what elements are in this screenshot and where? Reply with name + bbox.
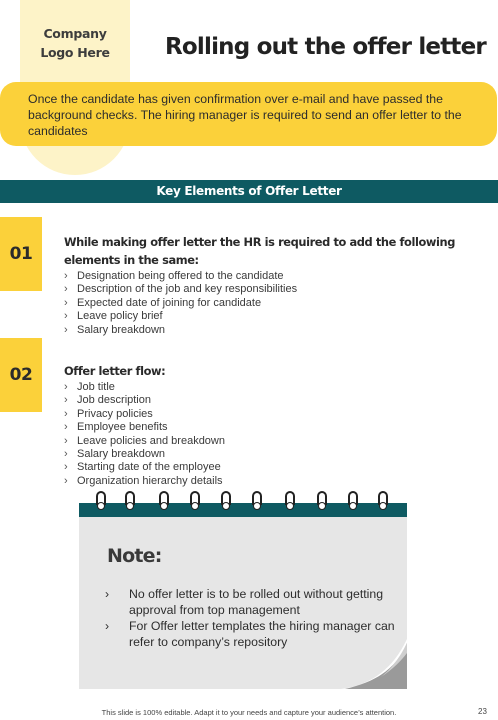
list-item: › Designation being offered to the candidate: [64, 270, 284, 282]
list-item: › Job description: [64, 394, 151, 407]
chevron-right-icon: ›: [105, 587, 110, 601]
list-item: › Job title: [64, 381, 115, 393]
list-item: › Employee benefits: [64, 421, 168, 434]
chevron-right-icon: ›: [64, 296, 68, 309]
chevron-right-icon: ›: [64, 270, 68, 282]
elements-block: [64, 233, 484, 337]
list-item: › No offer letter is to be rolled out without getting approval from top management: [105, 587, 384, 617]
list-item: › For Offer letter templates the hiring manager can refer to company’s repository: [105, 619, 395, 649]
list-item: › Expected date of joining for candidate: [64, 296, 262, 309]
flow-block: [64, 362, 484, 488]
block-heading: While making offer letter the HR is required to add the following elements in the same:: [64, 235, 455, 267]
section-title-bar: Key Elements of Offer Letter: [0, 180, 498, 203]
spiral-ring-icon: [127, 491, 133, 513]
spiral-ring-icon: [380, 491, 386, 513]
block-heading: Offer letter flow:: [64, 364, 166, 378]
list-item: › Salary breakdown: [64, 323, 166, 336]
chevron-right-icon: ›: [64, 381, 68, 393]
note-card: [79, 503, 407, 689]
spiral-ring-icon: [319, 491, 325, 513]
spiral-ring-icon: [161, 491, 167, 513]
spiral-ring-icon: [98, 491, 104, 513]
number-tab-01: 01: [0, 217, 42, 291]
spiral-ring-icon: [254, 491, 260, 513]
spiral-ring-icon: [287, 491, 293, 513]
footer-note: This slide is 100% editable. Adapt it to your needs and capture your audience’s attention.: [101, 708, 397, 717]
list-item: › Salary breakdown: [64, 448, 166, 461]
elements-list: [64, 270, 484, 337]
chevron-right-icon: ›: [64, 283, 68, 296]
page-title: Rolling out the offer letter: [165, 34, 486, 60]
flow-list: [64, 381, 484, 488]
list-item: › Privacy policies: [64, 407, 153, 420]
chevron-right-icon: ›: [105, 619, 110, 634]
chevron-right-icon: ›: [64, 310, 68, 323]
chevron-right-icon: ›: [64, 394, 68, 407]
note-title: Note:: [107, 545, 162, 567]
page-curl-icon: [341, 639, 407, 689]
intro-banner: Once the candidate has given confirmation over e-mail and have passed the background checks. The hiring manager is required to send an offer letter to the candidates: [0, 82, 497, 146]
chevron-right-icon: ›: [64, 407, 68, 420]
spiral-ring-icon: [350, 491, 356, 513]
number-tab-02: 02: [0, 338, 42, 412]
logo-line-1: Company: [43, 26, 107, 41]
chevron-right-icon: ›: [64, 474, 68, 487]
page-number: 23: [478, 707, 487, 716]
list-item: › Leave policy brief: [64, 310, 163, 323]
chevron-right-icon: ›: [64, 434, 68, 447]
company-logo: [20, 24, 130, 62]
chevron-right-icon: ›: [64, 323, 68, 336]
spiral-ring-icon: [192, 491, 198, 513]
chevron-right-icon: ›: [64, 421, 68, 434]
list-item: › Description of the job and key responsibilities: [64, 283, 298, 296]
chevron-right-icon: ›: [64, 461, 68, 474]
logo-line-2: Logo Here: [40, 45, 110, 60]
spiral-ring-icon: [223, 491, 229, 513]
list-item: › Leave policies and breakdown: [64, 434, 225, 447]
chevron-right-icon: ›: [64, 448, 68, 461]
list-item: › Starting date of the employee: [64, 461, 221, 474]
list-item: › Organization hierarchy details: [64, 474, 223, 487]
